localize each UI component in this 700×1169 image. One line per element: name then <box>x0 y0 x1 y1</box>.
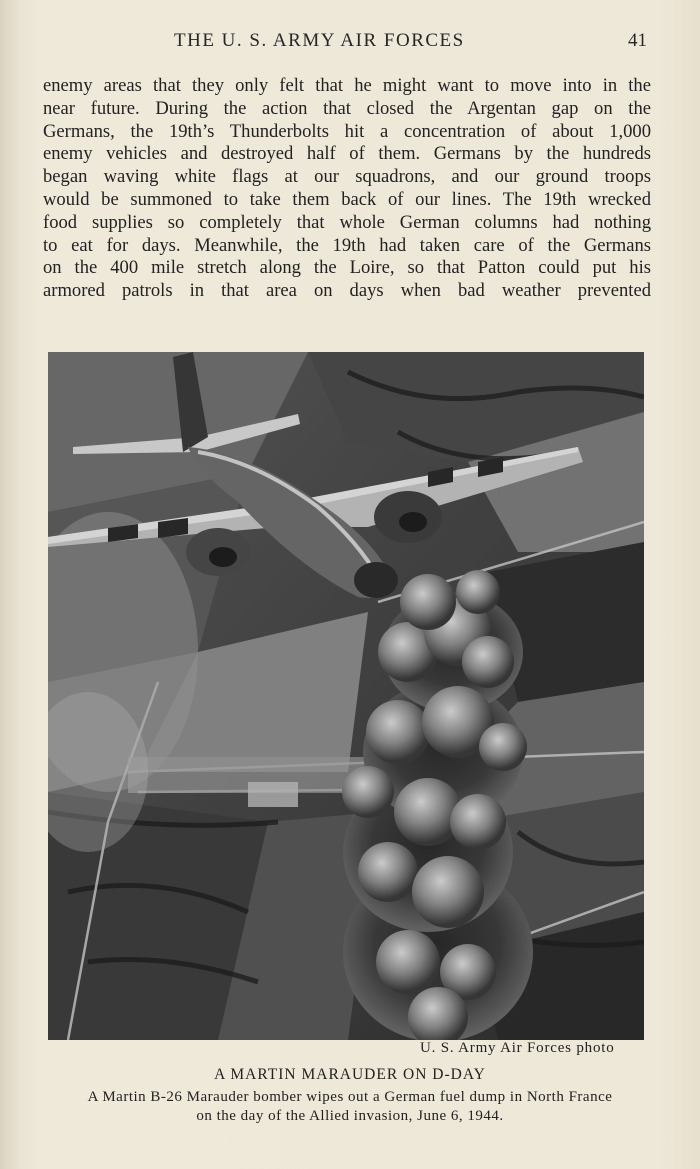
body-line: began waving white flags at our squadrons, and our ground troops <box>43 166 651 188</box>
body-line: food supplies so completely that whole German columns had nothing <box>43 211 651 233</box>
body-line: would be summoned to take them back of our lines. The 19th wrecked <box>43 188 651 210</box>
body-line: to eat for days. Meanwhile, the 19th had taken care of the Germans <box>43 234 651 256</box>
running-title: THE U. S. ARMY AIR FORCES <box>174 30 465 51</box>
body-line: on the 400 mile stretch along the Loire, so that Patton could put his <box>43 257 651 279</box>
caption-text <box>40 1088 660 1126</box>
caption-line: A Martin B-26 Marauder bomber wipes out a German fuel dump in North France <box>87 1089 613 1105</box>
page-number: 41 <box>628 30 647 51</box>
caption-title: A MARTIN MARAUDER ON D-DAY <box>214 1066 486 1083</box>
body-line: Germans, the 19th’s Thunderbolts hit a concentration of about 1,000 <box>43 120 651 142</box>
body-line: near future. During the action that closed the Argentan gap on the <box>43 97 651 119</box>
aerial-bomber-photo <box>48 352 644 1040</box>
caption-line: on the day of the Allied invasion, June 6, 1944. <box>196 1108 504 1124</box>
photo-credit: U. S. Army Air Forces photo <box>420 1040 615 1056</box>
body-paragraph <box>43 75 651 303</box>
running-head <box>0 30 700 54</box>
body-line: enemy areas that they only felt that he might want to move into in the <box>43 75 651 96</box>
body-line: armored patrols in that area on days when bad weather prevented <box>43 280 651 302</box>
photo-illustration <box>48 352 644 1040</box>
body-line: enemy vehicles and destroyed half of them. Germans by the hundreds <box>43 143 651 165</box>
